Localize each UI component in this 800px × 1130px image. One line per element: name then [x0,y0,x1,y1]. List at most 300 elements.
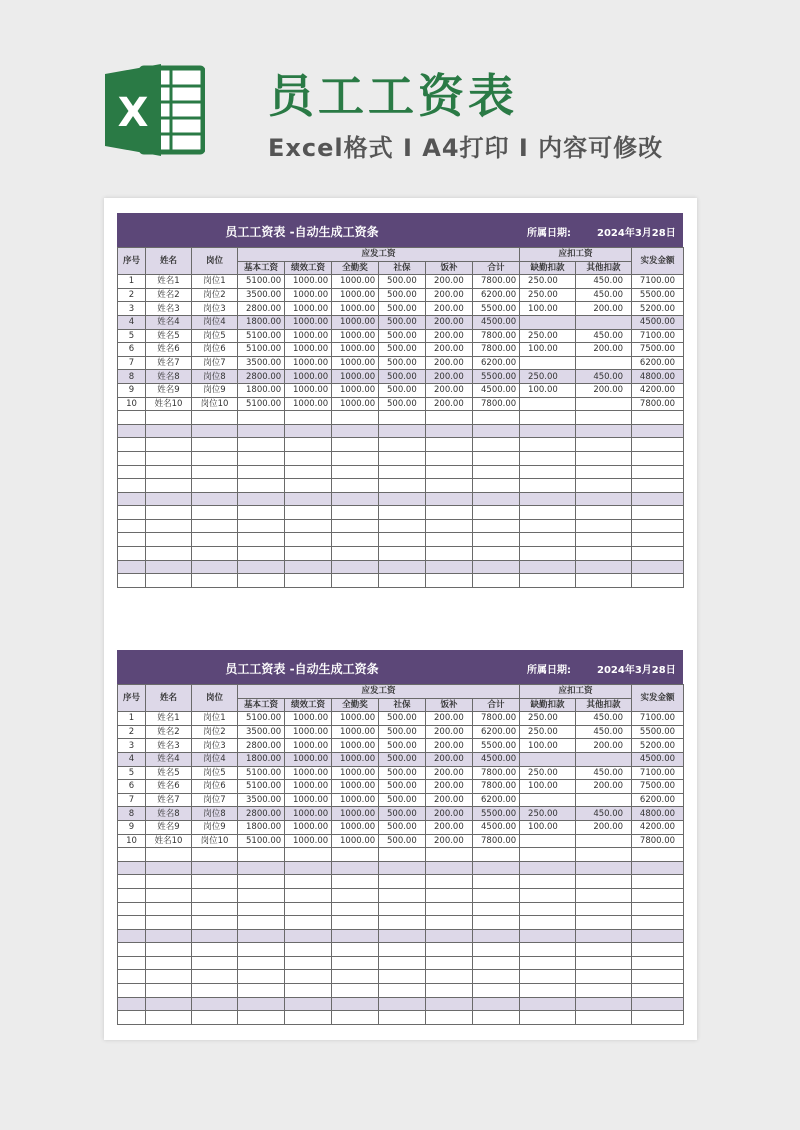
cell-name: 姓名8 [146,370,192,384]
cell-absence: 250.00 [520,329,576,343]
empty-cell [473,916,520,930]
empty-cell [379,888,426,902]
empty-cell [473,506,520,520]
cell-att: 1000.00 [332,712,379,726]
empty-row [118,888,684,902]
cell-pos: 岗位7 [192,356,238,370]
empty-cell [632,465,684,479]
cell-other: 450.00 [576,370,632,384]
empty-cell [426,465,473,479]
table-row [118,302,684,316]
empty-cell [379,547,426,561]
empty-cell [146,424,192,438]
cell-meal: 200.00 [426,820,473,834]
empty-cell [520,506,576,520]
empty-cell [473,875,520,889]
cell-name: 姓名4 [146,315,192,329]
header-performance: 绩效工资 [285,261,332,275]
cell-att: 1000.00 [332,780,379,794]
cell-pos: 岗位5 [192,329,238,343]
empty-cell [379,465,426,479]
empty-cell [192,519,238,533]
empty-row [118,519,684,533]
empty-cell [192,970,238,984]
empty-cell [473,997,520,1011]
empty-cell [118,438,146,452]
table-row [118,397,684,411]
cell-no: 6 [118,780,146,794]
cell-no: 7 [118,793,146,807]
empty-cell [379,929,426,943]
empty-cell [118,411,146,425]
empty-cell [379,533,426,547]
cell-no: 3 [118,739,146,753]
empty-cell [146,943,192,957]
cell-ss: 500.00 [379,397,426,411]
empty-cell [146,997,192,1011]
cell-name: 姓名8 [146,807,192,821]
empty-cell [192,438,238,452]
cell-name: 姓名7 [146,793,192,807]
cell-absence: 250.00 [520,725,576,739]
empty-cell [238,984,285,998]
cell-ss: 500.00 [379,820,426,834]
cell-meal: 200.00 [426,288,473,302]
empty-cell [632,956,684,970]
cell-pos: 岗位10 [192,834,238,848]
cell-other: 200.00 [576,343,632,357]
empty-cell [632,519,684,533]
date-label: 所属日期: [527,665,571,676]
empty-cell [118,519,146,533]
empty-cell [285,902,332,916]
header-attendance-bonus: 全勤奖 [332,261,379,275]
cell-no: 10 [118,397,146,411]
header-position: 岗位 [192,685,238,712]
header-net-pay: 实发金额 [632,685,684,712]
empty-cell [332,411,379,425]
empty-cell [632,1011,684,1025]
cell-absence: 100.00 [520,302,576,316]
empty-cell [379,956,426,970]
empty-cell [426,875,473,889]
empty-cell [473,902,520,916]
empty-cell [192,861,238,875]
cell-net: 7100.00 [632,329,684,343]
empty-cell [332,574,379,588]
cell-other [576,356,632,370]
cell-perf: 1000.00 [285,725,332,739]
cell-att: 1000.00 [332,275,379,289]
cell-base: 3500.00 [238,356,285,370]
cell-perf: 1000.00 [285,370,332,384]
cell-absence: 100.00 [520,383,576,397]
empty-cell [192,888,238,902]
cell-net: 7800.00 [632,834,684,848]
cell-base: 5100.00 [238,712,285,726]
empty-cell [332,997,379,1011]
empty-cell [146,970,192,984]
cell-other: 200.00 [576,302,632,316]
empty-cell [118,997,146,1011]
empty-cell [379,411,426,425]
empty-cell [520,875,576,889]
empty-cell [192,547,238,561]
cell-total: 7800.00 [473,780,520,794]
empty-cell [473,970,520,984]
cell-base: 5100.00 [238,766,285,780]
empty-cell [285,560,332,574]
empty-cell [473,438,520,452]
cell-base: 5100.00 [238,329,285,343]
cell-att: 1000.00 [332,383,379,397]
cell-perf: 1000.00 [285,766,332,780]
empty-cell [520,916,576,930]
cell-net: 7500.00 [632,343,684,357]
empty-cell [332,984,379,998]
empty-cell [426,956,473,970]
empty-cell [146,861,192,875]
header-meal-allowance: 饭补 [426,261,473,275]
cell-name: 姓名9 [146,383,192,397]
cell-att: 1000.00 [332,752,379,766]
empty-cell [520,970,576,984]
cell-meal: 200.00 [426,834,473,848]
cell-total: 5500.00 [473,807,520,821]
header-base: 基本工资 [238,261,285,275]
empty-cell [632,984,684,998]
cell-name: 姓名4 [146,752,192,766]
cell-base: 3500.00 [238,288,285,302]
empty-cell [632,533,684,547]
cell-meal: 200.00 [426,356,473,370]
header-total: 合计 [473,261,520,275]
cell-total: 7800.00 [473,712,520,726]
empty-cell [118,574,146,588]
cell-base: 1800.00 [238,752,285,766]
empty-cell [520,997,576,1011]
empty-cell [576,984,632,998]
header-absence-deduction: 缺勤扣款 [520,698,576,712]
empty-cell [118,465,146,479]
empty-cell [520,533,576,547]
cell-ss: 500.00 [379,275,426,289]
empty-cell [520,943,576,957]
cell-meal: 200.00 [426,780,473,794]
empty-cell [332,956,379,970]
empty-cell [192,479,238,493]
cell-net: 7500.00 [632,780,684,794]
empty-cell [576,506,632,520]
cell-no: 6 [118,343,146,357]
cell-net: 6200.00 [632,793,684,807]
cell-net: 5500.00 [632,288,684,302]
page-header [0,0,800,190]
cell-total: 7800.00 [473,275,520,289]
empty-row [118,943,684,957]
cell-base: 3500.00 [238,793,285,807]
cell-other: 450.00 [576,712,632,726]
empty-cell [118,875,146,889]
cell-meal: 200.00 [426,752,473,766]
cell-total: 7800.00 [473,329,520,343]
date-value: 2024年3月28日 [597,228,676,239]
empty-cell [426,1011,473,1025]
cell-meal: 200.00 [426,793,473,807]
empty-cell [146,519,192,533]
cell-meal: 200.00 [426,725,473,739]
cell-total: 7800.00 [473,766,520,780]
cell-att: 1000.00 [332,725,379,739]
cell-name: 姓名10 [146,834,192,848]
header-attendance-bonus: 全勤奖 [332,698,379,712]
cell-other [576,793,632,807]
empty-cell [576,1011,632,1025]
table-title-bar [117,650,683,684]
cell-ss: 500.00 [379,302,426,316]
table-row [118,820,684,834]
cell-base: 1800.00 [238,383,285,397]
cell-net: 4500.00 [632,315,684,329]
empty-cell [632,438,684,452]
empty-cell [379,943,426,957]
empty-cell [426,916,473,930]
empty-cell [118,970,146,984]
empty-cell [238,848,285,862]
empty-cell [520,411,576,425]
header-index: 序号 [118,685,146,712]
table-row [118,725,684,739]
empty-cell [118,956,146,970]
cell-no: 10 [118,834,146,848]
empty-cell [473,519,520,533]
empty-cell [192,533,238,547]
cell-ss: 500.00 [379,356,426,370]
cell-pos: 岗位9 [192,820,238,834]
empty-cell [332,888,379,902]
empty-cell [576,492,632,506]
empty-cell [285,997,332,1011]
cell-meal: 200.00 [426,712,473,726]
empty-cell [632,929,684,943]
empty-cell [426,861,473,875]
cell-att: 1000.00 [332,397,379,411]
empty-cell [332,848,379,862]
cell-base: 5100.00 [238,343,285,357]
empty-row [118,1011,684,1025]
empty-cell [473,888,520,902]
empty-cell [426,970,473,984]
cell-net: 5200.00 [632,739,684,753]
cell-net: 7100.00 [632,712,684,726]
empty-cell [285,547,332,561]
empty-cell [426,519,473,533]
cell-net: 7100.00 [632,275,684,289]
cell-base: 5100.00 [238,397,285,411]
empty-row [118,848,684,862]
date-value: 2024年3月28日 [597,665,676,676]
cell-perf: 1000.00 [285,275,332,289]
cell-absence [520,356,576,370]
cell-perf: 1000.00 [285,739,332,753]
empty-cell [332,451,379,465]
empty-cell [238,574,285,588]
cell-no: 4 [118,752,146,766]
empty-cell [426,848,473,862]
empty-cell [576,438,632,452]
table-title-bar [117,213,683,247]
cell-ss: 500.00 [379,343,426,357]
empty-cell [632,943,684,957]
empty-cell [332,861,379,875]
empty-cell [146,451,192,465]
empty-cell [473,929,520,943]
empty-cell [146,984,192,998]
empty-cell [285,519,332,533]
cell-name: 姓名5 [146,329,192,343]
empty-cell [238,875,285,889]
empty-cell [285,916,332,930]
payroll-table [117,247,684,588]
cell-base: 2800.00 [238,739,285,753]
empty-cell [238,943,285,957]
empty-cell [238,929,285,943]
empty-cell [576,465,632,479]
table-row [118,739,684,753]
empty-cell [332,519,379,533]
cell-name: 姓名9 [146,820,192,834]
empty-row [118,916,684,930]
empty-cell [379,848,426,862]
empty-cell [285,506,332,520]
cell-other: 200.00 [576,383,632,397]
cell-ss: 500.00 [379,834,426,848]
empty-cell [332,424,379,438]
cell-base: 1800.00 [238,315,285,329]
cell-ss: 500.00 [379,725,426,739]
empty-cell [146,888,192,902]
empty-cell [576,997,632,1011]
empty-cell [192,848,238,862]
cell-meal: 200.00 [426,329,473,343]
cell-perf: 1000.00 [285,329,332,343]
empty-cell [576,547,632,561]
header-index: 序号 [118,248,146,275]
cell-meal: 200.00 [426,397,473,411]
cell-perf: 1000.00 [285,343,332,357]
empty-cell [285,956,332,970]
empty-cell [379,861,426,875]
cell-no: 5 [118,766,146,780]
cell-total: 7800.00 [473,834,520,848]
empty-cell [192,560,238,574]
cell-perf: 1000.00 [285,807,332,821]
table-title: 员工工资表 -自动生成工资条 [225,662,379,676]
cell-no: 9 [118,383,146,397]
empty-cell [520,902,576,916]
cell-total: 5500.00 [473,739,520,753]
cell-no: 5 [118,329,146,343]
cell-total: 6200.00 [473,288,520,302]
empty-cell [146,411,192,425]
table-row [118,356,684,370]
table-row [118,807,684,821]
cell-ss: 500.00 [379,807,426,821]
empty-cell [118,424,146,438]
empty-cell [332,465,379,479]
cell-meal: 200.00 [426,766,473,780]
empty-cell [146,547,192,561]
cell-absence [520,834,576,848]
empty-cell [118,1011,146,1025]
empty-cell [576,560,632,574]
cell-other: 450.00 [576,329,632,343]
empty-cell [118,533,146,547]
empty-cell [426,411,473,425]
empty-cell [426,984,473,998]
empty-cell [332,916,379,930]
cell-name: 姓名10 [146,397,192,411]
table-row [118,383,684,397]
empty-cell [379,875,426,889]
empty-cell [118,848,146,862]
empty-cell [473,465,520,479]
cell-base: 2800.00 [238,807,285,821]
empty-cell [426,997,473,1011]
empty-row [118,929,684,943]
empty-cell [146,875,192,889]
empty-row [118,465,684,479]
empty-row [118,902,684,916]
cell-att: 1000.00 [332,820,379,834]
table-row [118,834,684,848]
empty-cell [576,902,632,916]
empty-cell [379,1011,426,1025]
empty-row [118,492,684,506]
cell-ss: 500.00 [379,752,426,766]
empty-cell [473,492,520,506]
empty-cell [632,916,684,930]
table-row [118,275,684,289]
cell-att: 1000.00 [332,793,379,807]
empty-cell [473,1011,520,1025]
empty-row [118,438,684,452]
empty-row [118,956,684,970]
empty-cell [576,916,632,930]
empty-cell [285,943,332,957]
empty-cell [473,984,520,998]
cell-base: 3500.00 [238,725,285,739]
empty-cell [332,438,379,452]
empty-cell [520,465,576,479]
payroll-sheet [104,198,697,1040]
empty-row [118,861,684,875]
empty-cell [238,547,285,561]
empty-cell [379,451,426,465]
empty-cell [632,888,684,902]
empty-cell [146,506,192,520]
cell-base: 5100.00 [238,834,285,848]
cell-total: 4500.00 [473,752,520,766]
empty-cell [520,424,576,438]
cell-att: 1000.00 [332,370,379,384]
empty-cell [632,560,684,574]
header-name: 姓名 [146,248,192,275]
empty-cell [473,451,520,465]
empty-cell [285,574,332,588]
empty-cell [285,451,332,465]
cell-meal: 200.00 [426,315,473,329]
